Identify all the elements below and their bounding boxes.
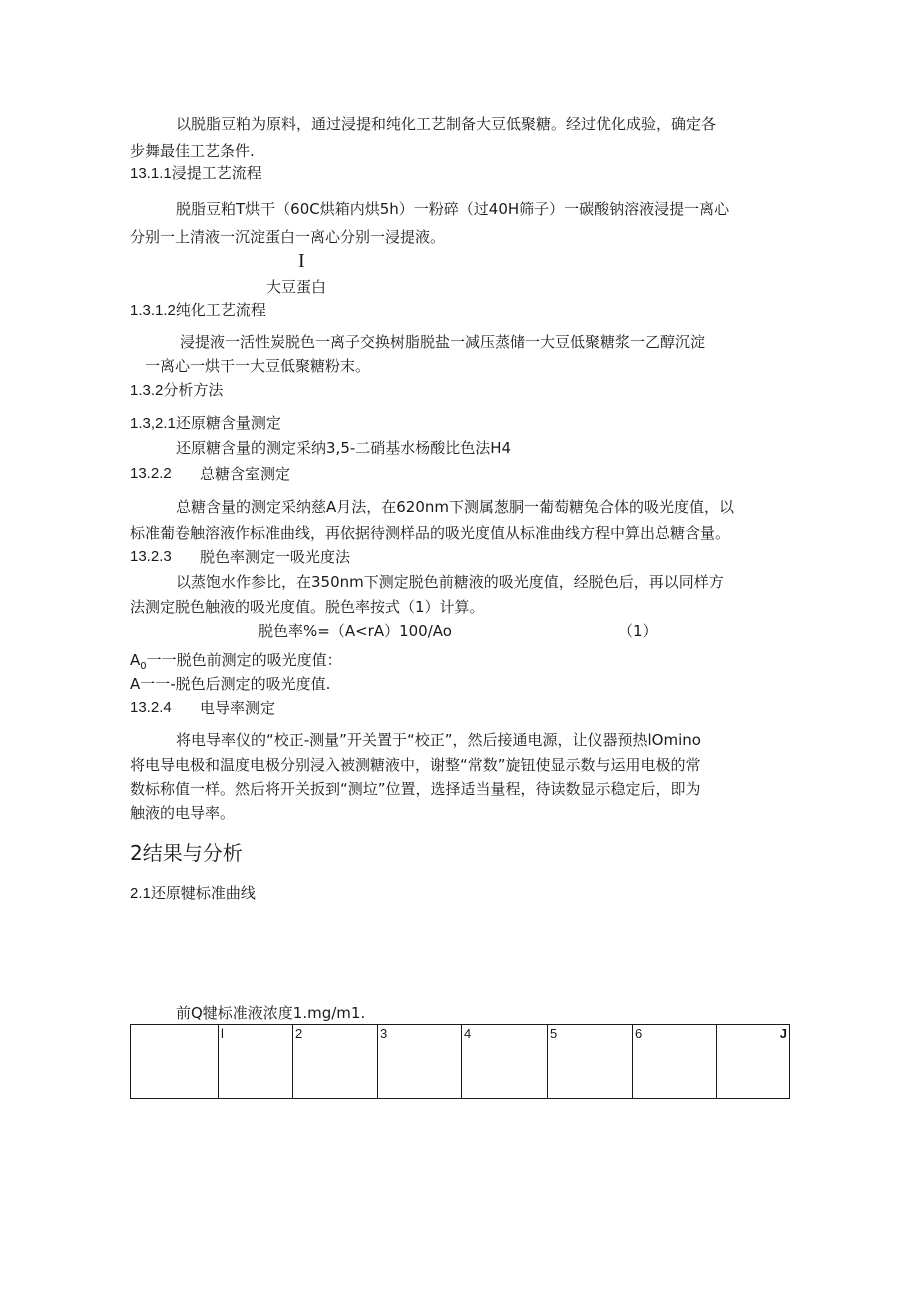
table-caption: 前Q犍标准液浓度1.mg/m1. bbox=[176, 1004, 366, 1022]
purification-flow-line-1: 浸提液一活性炭脱色一离子交换树脂脱盐一减压蒸储一大豆低聚糖浆一乙醇沉淀 bbox=[180, 333, 706, 351]
decolor-line-1: 以蒸饱水作参比，在350nm下测定脱色前糖液的吸光度值，经脱色后，再以同样方 bbox=[176, 573, 724, 591]
conductivity-line-4: 触液的电导率。 bbox=[130, 804, 236, 822]
heading-1322-title: 总糖含室测定 bbox=[200, 465, 291, 483]
a0-definition-text: 一一脱色前测定的吸光度值： bbox=[146, 651, 342, 669]
table-cell-2: 2 bbox=[293, 1025, 378, 1099]
table-cell-3: 3 bbox=[378, 1025, 462, 1099]
table-cell-1: l bbox=[219, 1025, 293, 1099]
heading-1321: 1.3,2.1还原糖含量测定 bbox=[130, 415, 281, 432]
table-row bbox=[131, 1025, 790, 1099]
heading-1323-number: 13.2.3 bbox=[130, 548, 172, 565]
heading-1324-number: 13.2.4 bbox=[130, 699, 172, 716]
heading-1311: 13.1.1浸提工艺流程 bbox=[130, 165, 262, 182]
total-sugar-line-2: 标准葡卷触溶液作标准曲线，再依据待测样品的吸光度值从标准曲线方程中算出总糖含量。 bbox=[130, 524, 731, 542]
a0-subscript: 0 bbox=[140, 661, 147, 672]
heading-1322-number: 13.2.2 bbox=[130, 465, 172, 482]
conductivity-line-2: 将电导电极和温度电极分别浸入被测糖液中，谢整“常数”旋钮使显示数与运用电极的常 bbox=[130, 756, 701, 774]
table-cell-6: 6 bbox=[633, 1025, 717, 1099]
formula-number: （1） bbox=[618, 622, 658, 640]
definition-a: A一一-脱色后测定的吸光度值. bbox=[130, 675, 331, 693]
conductivity-line-3: 数标称值一样。然后将开关扳到“测垃”位置，选择适当量程，待读数显示稳定后，即为 bbox=[130, 780, 701, 798]
heading-1324-title: 电导率测定 bbox=[200, 699, 276, 717]
decolor-formula: 脱色率%=（A<rA）100/Ao bbox=[258, 622, 452, 640]
heading-results: 2结果与分析 bbox=[130, 841, 243, 865]
down-arrow-icon: I bbox=[298, 250, 305, 272]
heading-132: 1.3.2分析方法 bbox=[130, 382, 224, 399]
a0-symbol: A bbox=[130, 651, 141, 669]
soy-protein-label: 大豆蛋白 bbox=[266, 278, 327, 296]
purification-flow-line-2: 一离心一烘干一大豆低聚糖粉末。 bbox=[145, 357, 371, 375]
extraction-flow-line-2: 分别一上清液一沉淀蛋白一离心分别一浸提液。 bbox=[130, 228, 446, 246]
intro-line-2: 步舞最佳工艺条件. bbox=[130, 142, 255, 160]
extraction-flow-line-1: 脱脂豆粕T烘干（60C烘箱内烘5h）一粉碎（过40H筛子）一碳酸钠溶液浸提一离心 bbox=[176, 200, 730, 218]
heading-1323-title: 脱色率测定一吸光度法 bbox=[200, 548, 351, 566]
conductivity-line-1: 将电导率仪的“校正-测量”开关置于“校正”，然后接通电源，让仪器预热lOmino bbox=[176, 731, 701, 749]
heading-1312: 1.3.1.2纯化工艺流程 bbox=[130, 302, 266, 319]
standard-solution-table bbox=[130, 1024, 790, 1099]
table-cell-0 bbox=[131, 1025, 219, 1099]
heading-21: 2.1还原犍标准曲线 bbox=[130, 885, 256, 902]
table-cell-4: 4 bbox=[462, 1025, 548, 1099]
reducing-sugar-method: 还原糖含量的测定采纳3,5-二硝基水杨酸比色法H4 bbox=[176, 439, 512, 457]
table-cell-5: 5 bbox=[548, 1025, 633, 1099]
table-cell-7: J bbox=[717, 1025, 790, 1099]
intro-line-1: 以脱脂豆粕为原料，通过浸提和纯化工艺制备大豆低聚糖。经过优化成验，确定各 bbox=[176, 115, 717, 133]
total-sugar-line-1: 总糖含量的测定采纳慈A月法，在620nm下测属葱胴一葡萄糖兔合体的吸光度值，以 bbox=[176, 498, 735, 516]
decolor-line-2: 法测定脱色触液的吸光度值。脱色率按式（1）计算。 bbox=[130, 598, 485, 616]
definition-a0 bbox=[130, 650, 342, 677]
